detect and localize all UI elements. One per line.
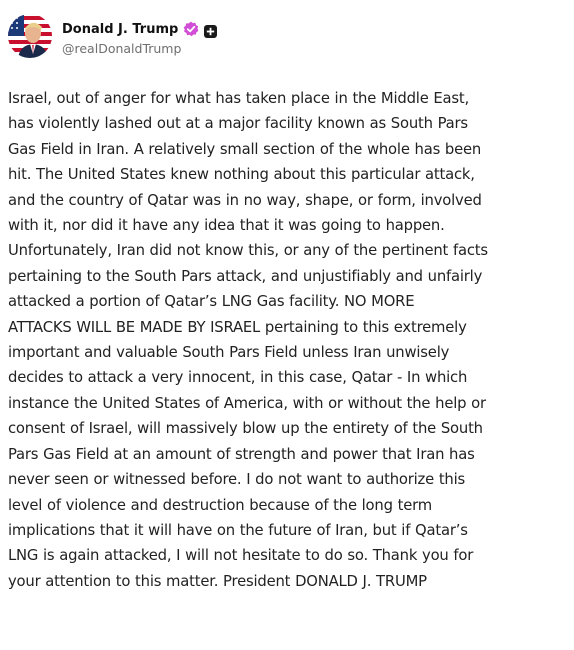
post-header	[8, 14, 217, 58]
post-line: level of violence and destruction because of the long term	[8, 496, 432, 514]
post-line: consent of Israel, will massively blow up the entirety of the South	[8, 420, 483, 438]
name-row	[62, 19, 217, 39]
post-line: hit. The United States knew nothing about this particular attack,	[8, 166, 475, 184]
plus-badge-icon	[204, 23, 217, 36]
post-line: ATTACKS WILL BE MADE BY ISRAEL pertaining to this extremely	[8, 318, 467, 336]
post-body	[8, 86, 572, 594]
post-line: your attention to this matter. President DONALD J. TRUMP	[8, 572, 427, 590]
post-line: Pars Gas Field at an amount of strength and power that Iran has	[8, 445, 475, 463]
post-line: Unfortunately, Iran did not know this, or any of the pertinent facts	[8, 242, 488, 260]
post-line: instance the United States of America, with or without the help or	[8, 394, 486, 412]
post-line: implications that it will have on the future of Iran, but if Qatar’s	[8, 521, 468, 539]
post-line: Israel, out of anger for what has taken place in the Middle East,	[8, 90, 470, 107]
post-line: important and valuable South Pars Field unless Iran unwisely	[8, 344, 450, 362]
avatar-image	[8, 14, 52, 58]
author-identity	[62, 19, 217, 56]
post-line: with it, nor did it have any idea that it was going to happen.	[8, 217, 445, 235]
author-handle[interactable]: @realDonaldTrump	[62, 41, 182, 56]
post-line: attacked a portion of Qatar’s LNG Gas facility. NO MORE	[8, 293, 415, 311]
post-line: Gas Field in Iran. A relatively small section of the whole has been	[8, 140, 482, 158]
post-line: has violently lashed out at a major facility known as South Pars	[8, 115, 468, 133]
post-line: pertaining to the South Pars attack, and unjustifiably and unfairly	[8, 267, 483, 285]
verified-badge-icon	[183, 21, 199, 37]
display-name[interactable]: Donald J. Trump	[62, 21, 179, 37]
post-line: LNG is again attacked, I will not hesitate to do so. Thank you for	[8, 547, 474, 565]
post-line: decides to attack a very innocent, in this case, Qatar - In which	[8, 369, 468, 387]
avatar[interactable]	[8, 14, 52, 58]
post-line: and the country of Qatar was in no way, shape, or form, involved	[8, 191, 482, 209]
post-line: never seen or witnessed before. I do not want to authorize this	[8, 471, 466, 489]
